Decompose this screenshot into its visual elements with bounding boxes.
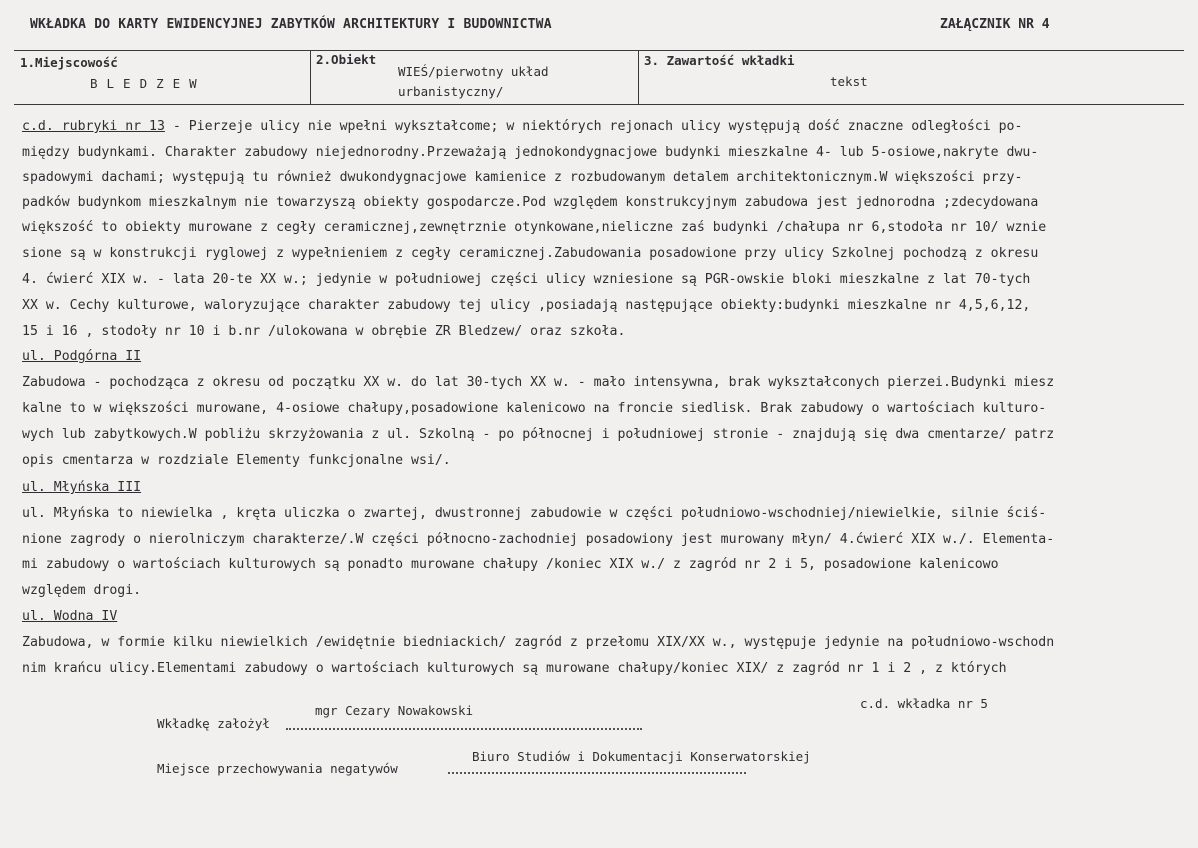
storage-value: Biuro Studiów i Dokumentacji Konserwatorskiej	[472, 749, 811, 764]
section-2-line: wych lub zabytkowych.W pobliżu skrzyżowania z ul. Szkolną - po północnej i południowej stronie - znajdują się dwa cmentarze/ patrz	[22, 427, 1055, 442]
section-1-line: między budynkami. Charakter zabudowy niejednorodny.Przeważają jednokondygnacjowe budynki mieszkalne 4- lub 5-osiowe,nakryte dwu-	[22, 145, 1039, 160]
content-label: 3. Zawartość wkładki	[644, 53, 795, 68]
section-1-line: 15 i 16 , stodoły nr 10 i b.nr /ulokowana w obrębie ZR Bledzew/ oraz szkoła.	[22, 324, 626, 339]
section-3-line: względem drogi.	[22, 583, 142, 598]
section-3-line: mi zabudowy o wartościach kulturowych są ponadto murowane chałupy /koniec XIX w./ z zagród nr 2 i 5, posadowione kalenicowo	[22, 557, 999, 572]
section-1-reference: c.d. rubryki nr 13	[22, 119, 165, 134]
section-1-line: spadowymi dachami; występują tu również dwukondygnacjowe kamienice z rozbudowanym detalem architektonicznym.W większości przy-	[22, 170, 1023, 185]
section-1-first-line	[22, 119, 1022, 135]
object-label: 2.Obiekt	[316, 52, 377, 67]
section-4-line: nim krańcu ulicy.Elementami zabudowy o wartościach kulturowych są murowane chałupy/koniec XIX/ z zagród nr 1 i 2 , z których	[22, 661, 1007, 676]
storage-dotted-line	[448, 772, 746, 774]
continuation-note: c.d. wkładka nr 5	[860, 696, 988, 711]
place-label: 1.Miejscowość	[20, 55, 118, 70]
section-3-heading: ul. Młyńska III	[22, 480, 142, 495]
section-1-line: sione są w konstrukcji ryglowej z wypełnieniem z cegły ceramicznej.Zabudowania posadowione przy ulicy Szkolnej pochodzą z okresu	[22, 246, 1039, 261]
object-value-line-1: WIEŚ/pierwotny układ	[398, 64, 549, 79]
section-1-line: większość to obiekty murowane z cegły ceramicznej,zewnętrznie otynkowane,nieliczne zaś budynki /chałupa nr 6,stodoła nr 10/ wznie	[22, 220, 1047, 235]
section-4-line: Zabudowa, w formie kilku niewielkich /ewidętnie biedniackich/ zagród z przełomu XIX/XX w., występuje jedynie na południowo-wschodn	[22, 635, 1055, 650]
section-2-heading: ul. Podgórna II	[22, 349, 142, 364]
section-2-line: Zabudowa - pochodząca z okresu od początku XX w. do lat 30-tych XX w. - mało intensywna, brak wykształconych pierzei.Budynki miesz	[22, 375, 1055, 390]
box-divider-2	[638, 50, 639, 104]
content-value: tekst	[830, 74, 868, 89]
box-divider-1	[310, 50, 311, 104]
section-4-heading: ul. Wodna IV	[22, 609, 118, 624]
section-2-line: kalne to w większości murowane, 4-osiowe chałupy,posadowione kalenicowo na froncie siedlisk. Brak zabudowy o wartościach kulturo-	[22, 401, 1047, 416]
section-1-line: padków budynkom mieszkalnym nie towarzyszą obiekty gospodarcze.Pod względem konstrukcyjnym zabudowa jest jednorodna ;zdecydowana	[22, 195, 1039, 210]
storage-label: Miejsce przechowywania negatywów	[157, 761, 398, 776]
place-value: BLEDZEW	[90, 76, 206, 91]
box-top-border	[14, 50, 1184, 51]
section-2-line: opis cmentarza w rozdziale Elementy funkcjonalne wsi/.	[22, 453, 451, 468]
object-value-line-2: urbanistyczny/	[398, 84, 504, 99]
box-bottom-border	[14, 104, 1184, 105]
annex-number: ZAŁĄCZNIK NR 4	[940, 17, 1050, 32]
founder-name: mgr Cezary Nowakowski	[315, 703, 474, 718]
section-1-first-line-text: - Pierzeje ulicy nie wpełni wykształcome; w niektórych rejonach ulicy występują dość znaczne odległości po-	[164, 119, 1023, 134]
section-1-line: 4. ćwierć XIX w. - lata 20-te XX w.; jedynie w południowej części ulicy wzniesione są PGR-owskie bloki mieszkalne z lat 70-tych	[22, 272, 1031, 287]
document-title: WKŁADKA DO KARTY EWIDENCYJNEJ ZABYTKÓW ARCHITEKTURY I BUDOWNICTWA	[30, 17, 552, 32]
section-3-line: ul. Młyńska to niewielka , kręta uliczka o zwartej, dwustronnej zabudowie w części południowo-wschodniej/niewielkie, silnie ściś-	[22, 506, 1047, 521]
section-3-line: nione zagrody o nierolniczym charakterze/.W części północno-zachodniej posadowiony jest murowany młyn/ 4.ćwierć XIX w./. Elementa-	[22, 532, 1055, 547]
founder-label: Wkładkę założył	[157, 716, 270, 731]
section-1-line: XX w. Cechy kulturowe, waloryzujące charakter zabudowy tej ulicy ,posiadają następujące obiekty:budynki mieszkalne nr 4,5,6,12,	[22, 298, 1031, 313]
founder-dotted-line	[286, 728, 642, 730]
